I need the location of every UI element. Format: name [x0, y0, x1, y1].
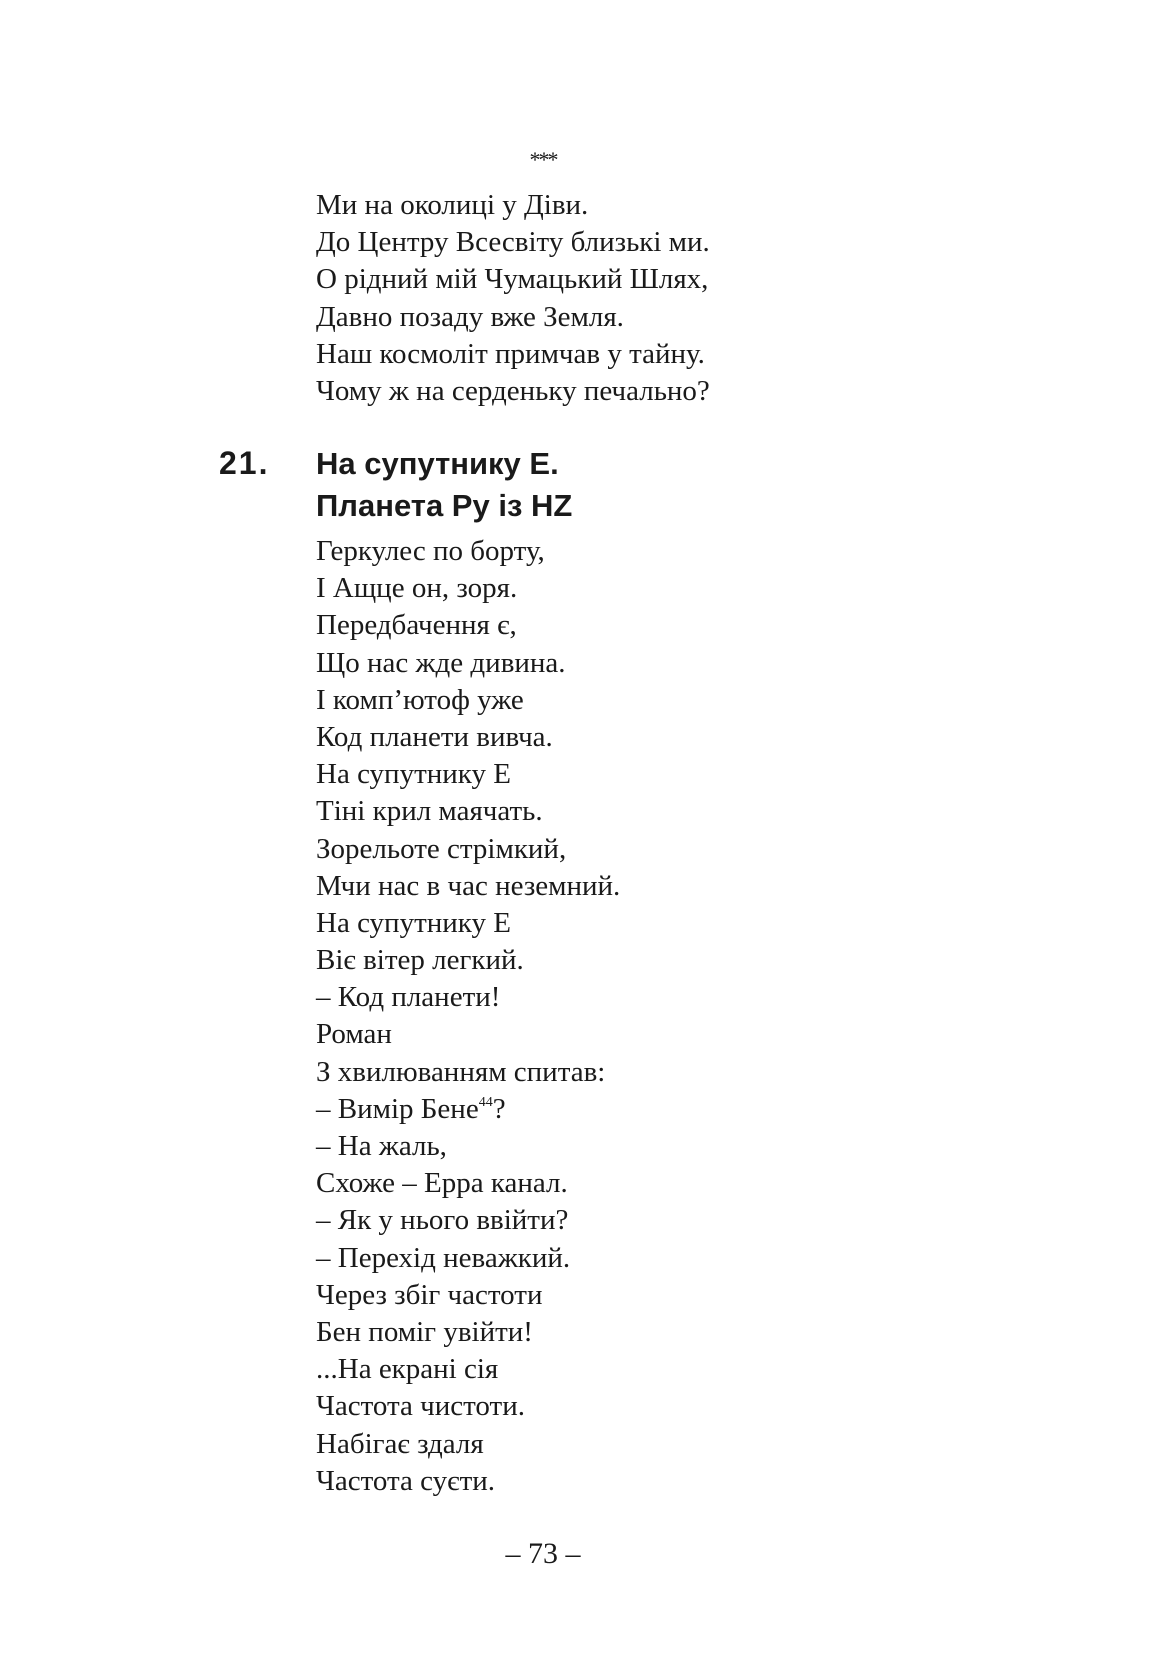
- poem-line: Через збіг частоти: [316, 1278, 543, 1311]
- poem-line: До Центру Всесвіту близькі ми.: [316, 226, 710, 259]
- poem-line: На супутнику Е: [316, 758, 511, 791]
- poem-title: [316, 443, 572, 527]
- poem-title-line: На супутнику Е.: [316, 446, 559, 481]
- poem-line: Чому ж на серденьку печально?: [316, 374, 710, 407]
- poem-line: З хвилюванням спитав:: [316, 1055, 606, 1088]
- poem-line: – Як у нього ввійти?: [316, 1204, 569, 1237]
- poem-line: Передбачення є,: [316, 609, 517, 642]
- poem-line: Тіні крил маячать.: [316, 795, 543, 828]
- poem-line-end: ?: [492, 1092, 506, 1125]
- poem-line-with-footnote: [316, 1091, 620, 1128]
- poem-line: Частота чистоти.: [316, 1390, 525, 1423]
- poem-line: Що нас жде дивина.: [316, 646, 566, 679]
- poem-line: Наш космоліт примчав у тайну.: [316, 337, 705, 370]
- poem-untitled: [316, 187, 710, 410]
- poem-line: І Ащце он, зоря.: [316, 572, 518, 605]
- poem-line: – Перехід неважкий.: [316, 1241, 571, 1274]
- poem-line: Давно позаду вже Земля.: [316, 300, 624, 333]
- poem-body: [316, 533, 620, 1500]
- poem-line: Зорельоте стрімкий,: [316, 832, 567, 865]
- poem-line: І комп’ютоф уже: [316, 683, 524, 716]
- poem-line: Схоже – Ерра канал.: [316, 1167, 568, 1200]
- poem-line: Віє вітер легкий.: [316, 944, 524, 977]
- poem-line-text: – Вимір Бене: [316, 1092, 479, 1125]
- poem-title-line: Планета Ру із HZ: [316, 488, 573, 523]
- poem-line: О рідний мій Чумацький Шлях,: [316, 263, 709, 296]
- poem-line: Бен поміг увійти!: [316, 1315, 533, 1348]
- poem-line: Код планети вивча.: [316, 720, 553, 753]
- page-number: – 73 –: [505, 1537, 581, 1570]
- poem-line: – Код планети!: [316, 981, 501, 1014]
- stanza-separator: ***: [529, 147, 557, 172]
- poem-line: Мчи нас в час неземний.: [316, 869, 621, 902]
- poem-line: Набігає здаля: [316, 1427, 484, 1460]
- poem-line: ...На екрані сія: [316, 1353, 499, 1386]
- poem-line: – На жаль,: [316, 1130, 447, 1162]
- footnote-reference[interactable]: 44: [478, 1094, 493, 1110]
- poem-line: Частота суєти.: [316, 1464, 496, 1497]
- poem-line: Роман: [316, 1018, 392, 1051]
- poem-number: 21.: [219, 445, 270, 481]
- poem-line: Ми на околиці у Діви.: [316, 189, 589, 221]
- poem-line: Геркулес по борту,: [316, 535, 545, 567]
- poem-line: На супутнику Е: [316, 906, 511, 939]
